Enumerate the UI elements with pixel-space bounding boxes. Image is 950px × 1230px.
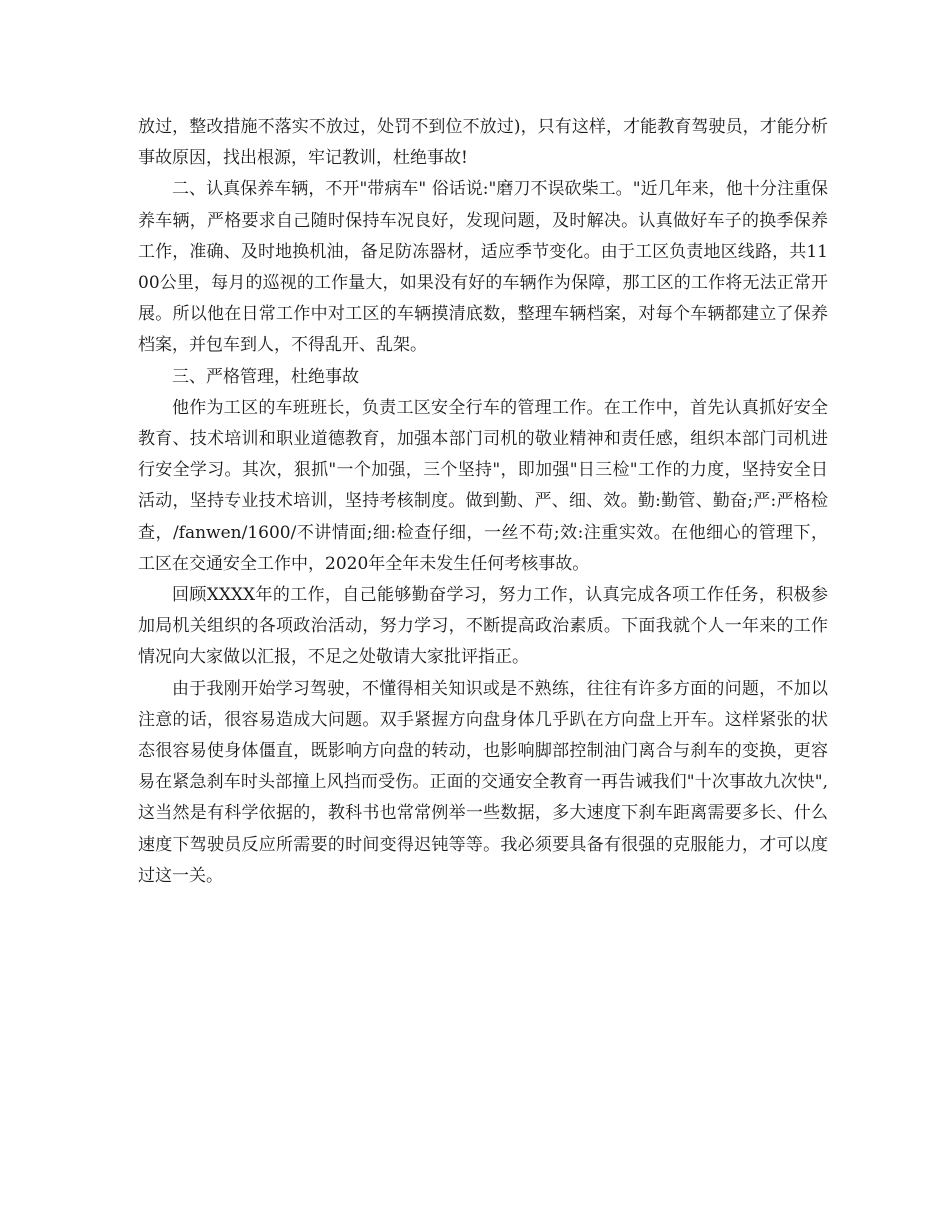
document-body [138, 112, 828, 892]
paragraph-continuation: 放过，整改措施不落实不放过，处罚不到位不放过)，只有这样，才能教育驾驶员，才能分析事故原因，找出根源，牢记教训，杜绝事故! [138, 117, 828, 169]
paragraph-management: 他作为工区的车班班长，负责工区安全行车的管理工作。在工作中，首先认真抓好安全教育、技术培训和职业道德教育，加强本部门司机的敬业精神和责任感，组织本部门司机进行安全学习。其次，狠抓"一个加强，三个坚持"，即加强"日三检"工作的力度，坚持安全日活动，坚持专业技术培训，坚持考核制度。做到勤、严、细、效。勤:勤管、勤奋;严:严格检查，/fanwen/1600/不讲情面;细:检查仔细，一丝不苟;效:注重实效。在他细心的管理下，工区在交通安全工作中，2020年全年未发生任何考核事故。 [138, 397, 828, 574]
paragraph-section-two: 二、认真保养车辆，不开"带病车" 俗话说:"磨刀不误砍柴工。"近几年来，他十分注重保养车辆，严格要求自己随时保持车况良好，发现问题，及时解决。认真做好车子的换季保养工作，准确、及时地换机油，备足防冻器材，适应季节变化。由于工区负责地区线路，共1100公里，每月的巡视的工作量大，如果没有好的车辆作为保障，那工区的工作将无法正常开展。所以他在日常工作中对工区的车辆摸清底数，整理车辆档案，对每个车辆都建立了保养档案，并包车到人，不得乱开、乱架。 [138, 179, 828, 356]
paragraph-review: 回顾XXXX年的工作，自己能够勤奋学习，努力工作，认真完成各项工作任务，积极参加局机关组织的各项政治活动，努力学习，不断提高政治素质。下面我就个人一年来的工作情况向大家做以汇报，不足之处敬请大家批评指正。 [138, 585, 828, 668]
section-heading-three: 三、严格管理，杜绝事故 [172, 366, 359, 387]
paragraph-driving: 由于我刚开始学习驾驶，不懂得相关知识或是不熟练，往往有许多方面的问题，不加以注意的话，很容易造成大问题。双手紧握方向盘身体几乎趴在方向盘上开车。这样紧张的状态很容易使身体僵直，既影响方向盘的转动，也影响脚部控制油门离合与刹车的变换，更容易在紧急刹车时头部撞上风挡而受伤。正面的交通安全教育一再告诫我们"十次事故九次快",这当然是有科学依据的，教科书也常常例举一些数据，多大速度下刹车距离需要多长、什么速度下驾驶员反应所需要的时间变得迟钝等等。我必须要具备有很强的克服能力，才可以度过这一关。 [138, 678, 828, 886]
